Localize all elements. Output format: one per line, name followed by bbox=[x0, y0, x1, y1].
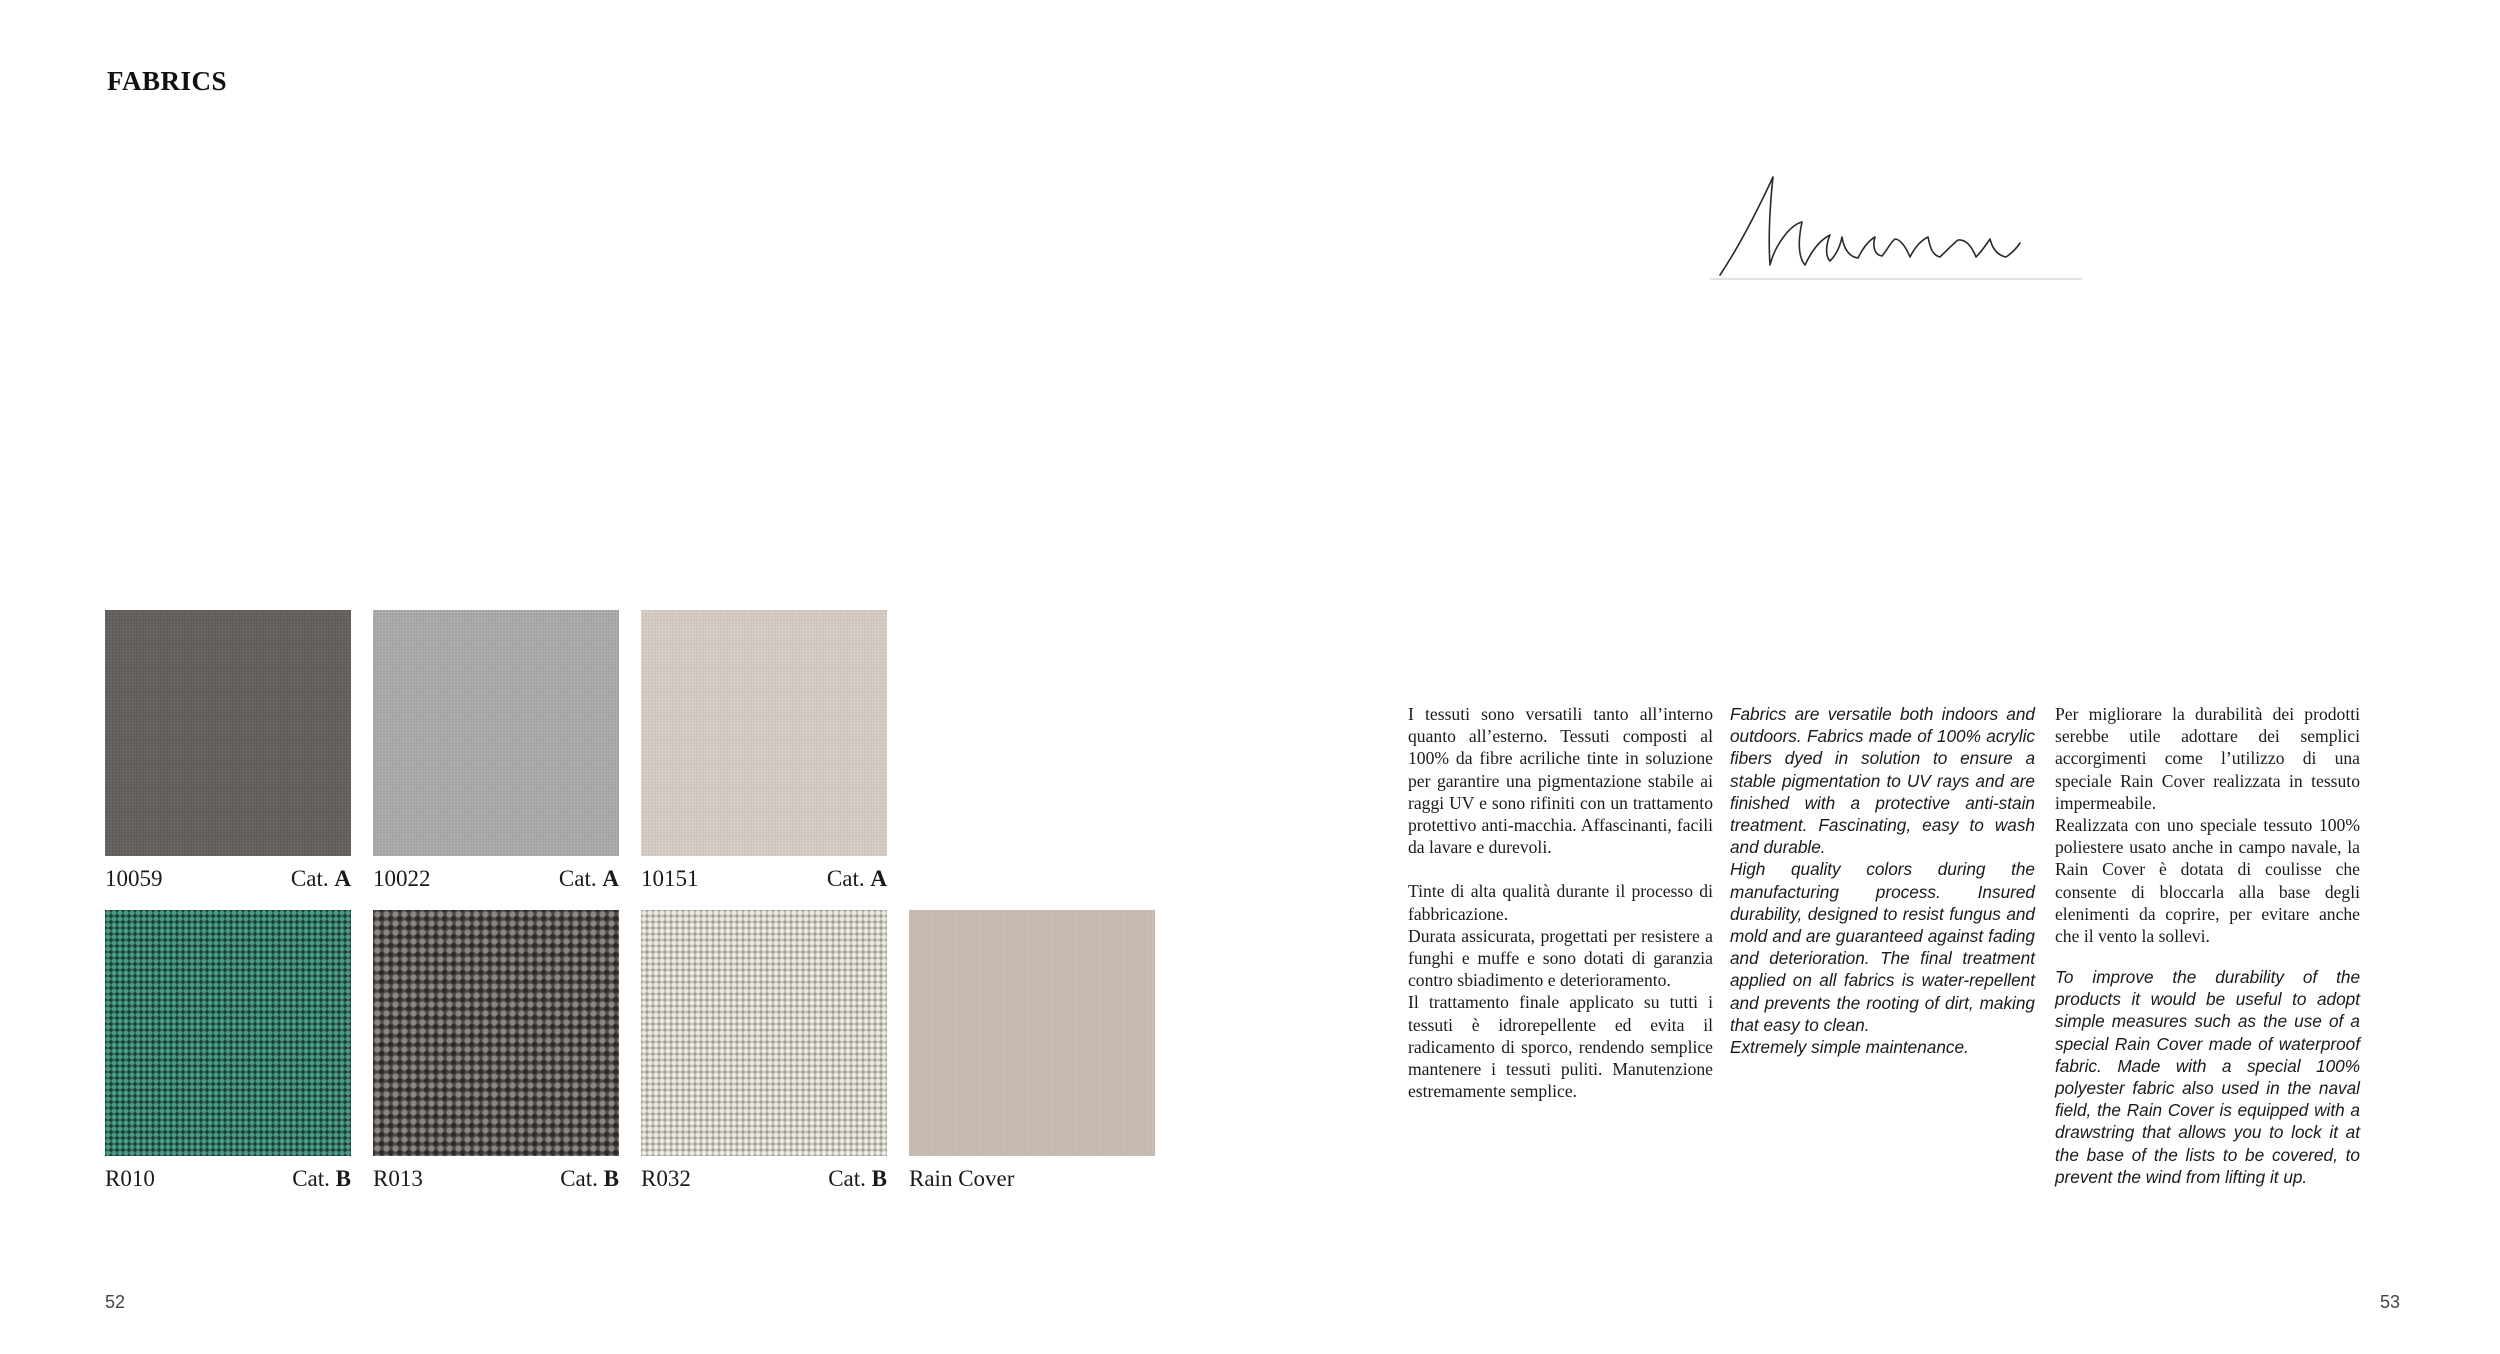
paragraph: Extremely simple maintenance. bbox=[1730, 1037, 1969, 1058]
english-rain-cover-text bbox=[2055, 966, 2360, 1188]
paragraph: Tinte di alta qualità durante il processo di fabbricazione. bbox=[1408, 881, 1713, 924]
fabric-swatch-r013 bbox=[373, 910, 619, 1191]
fabric-swatch-10151 bbox=[641, 610, 887, 891]
fabric-caption bbox=[373, 1166, 619, 1192]
italian-fabrics-text bbox=[1408, 703, 1713, 1102]
fabric-code: Rain Cover bbox=[909, 1166, 1015, 1191]
paragraph: I tessuti sono versatili tanto all’interno quanto all’esterno. Tessuti composti al 100% da fibre acriliche tinte in soluzione per garantire una pigmentazione stabile ai raggi UV e sono rifiniti con un trattamento protettivo anti-macchia. Affascinanti, facili da lavare e durevoli. bbox=[1408, 704, 1713, 858]
paragraph: Realizzata con uno speciale tessuto 100% poliestere usato anche in campo navale, la Rain Cover è dotata di coulisse che consente di bloccarla alla base degli elenimenti da coprire, per evitare anche che il vento la sollevi. bbox=[2055, 815, 2360, 947]
fabric-chip bbox=[105, 610, 351, 856]
fabric-swatch-rain-cover bbox=[909, 910, 1155, 1191]
fabric-chip bbox=[105, 910, 351, 1156]
english-fabrics-text bbox=[1730, 703, 2035, 1058]
fabric-code: R013 bbox=[373, 1166, 423, 1191]
fabric-category: Cat. B bbox=[292, 1166, 351, 1191]
fabric-category: Cat. B bbox=[560, 1166, 619, 1191]
fabric-chip bbox=[373, 910, 619, 1156]
fabric-caption bbox=[641, 1166, 887, 1192]
fabric-code: 10151 bbox=[641, 866, 699, 891]
paragraph: To improve the durability of the products it would be useful to adopt simple measures such as the use of a special Rain Cover made of waterproof fabric. Made with a special 100% polyester fabric also used in the naval field, the Rain Cover is equipped with a drawstring that allows you to lock it at the base of the lists to be covered, to prevent the wind from lifting it up. bbox=[2055, 967, 2360, 1187]
fabric-category: Cat. A bbox=[826, 866, 887, 891]
fabric-caption bbox=[105, 866, 351, 892]
fabric-code: R010 bbox=[105, 1166, 155, 1191]
fabric-swatch-10059 bbox=[105, 610, 351, 891]
fabric-code: 10059 bbox=[105, 866, 163, 891]
fabric-category: Cat. A bbox=[290, 866, 351, 891]
fabric-chip bbox=[373, 610, 619, 856]
paragraph: Durata assicurata, progettati per resistere a funghi e muffe e sono dotati di garanzia contro sbiadimento e deterioramento. bbox=[1408, 925, 1713, 991]
fabric-category: Cat. A bbox=[558, 866, 619, 891]
fabric-swatch-r010 bbox=[105, 910, 351, 1191]
fabric-caption bbox=[373, 866, 619, 892]
fabric-category: Cat. B bbox=[828, 1166, 887, 1191]
page-number-right: 53 bbox=[2380, 1292, 2401, 1312]
paragraph: Il trattamento finale applicato su tutti i tessuti è idrorepellente ed evita il radicamento di sporco, rendendo semplice mantenere i tessuti puliti. Manutenzione estremamente semplice. bbox=[1408, 992, 1713, 1102]
fabric-chip bbox=[641, 910, 887, 1156]
fabric-caption bbox=[641, 866, 887, 892]
fabric-caption bbox=[105, 1166, 351, 1192]
italian-rain-cover-text bbox=[2055, 703, 2360, 969]
page-number-left: 52 bbox=[105, 1292, 126, 1312]
fabric-chip bbox=[641, 610, 887, 856]
fabric-code: 10022 bbox=[373, 866, 431, 891]
fabric-swatch-10022 bbox=[373, 610, 619, 891]
fabric-chip bbox=[909, 910, 1155, 1156]
paragraph: Per migliorare la durabilità dei prodotti serebbe utile adottare dei semplici accorgimenti come l’utilizzo di una speciale Rain Cover realizzata in tessuto impermeabile. bbox=[2055, 704, 2360, 813]
paragraph: High quality colors during the manufacturing process. Insured durability, designed to resist fungus and mold and are guaranteed against fading and deterioration. The final treatment applied on all fabrics is water-repellent and prevents the rooting of dirt, making that easy to clean. bbox=[1730, 859, 2035, 1035]
section-title: FABRICS bbox=[107, 66, 228, 96]
fabric-caption bbox=[909, 1166, 1155, 1192]
marina-signature-logo bbox=[1710, 165, 2090, 290]
fabric-swatch-r032 bbox=[641, 910, 887, 1191]
fabric-code: R032 bbox=[641, 1166, 691, 1191]
paragraph: Fabrics are versatile both indoors and outdoors. Fabrics made of 100% acrylic fibers dyed in solution to ensure a stable pigmentation to UV rays and are finished with a protective anti-stain treatment. Fascinating, easy to wash and durable. bbox=[1730, 704, 2035, 858]
